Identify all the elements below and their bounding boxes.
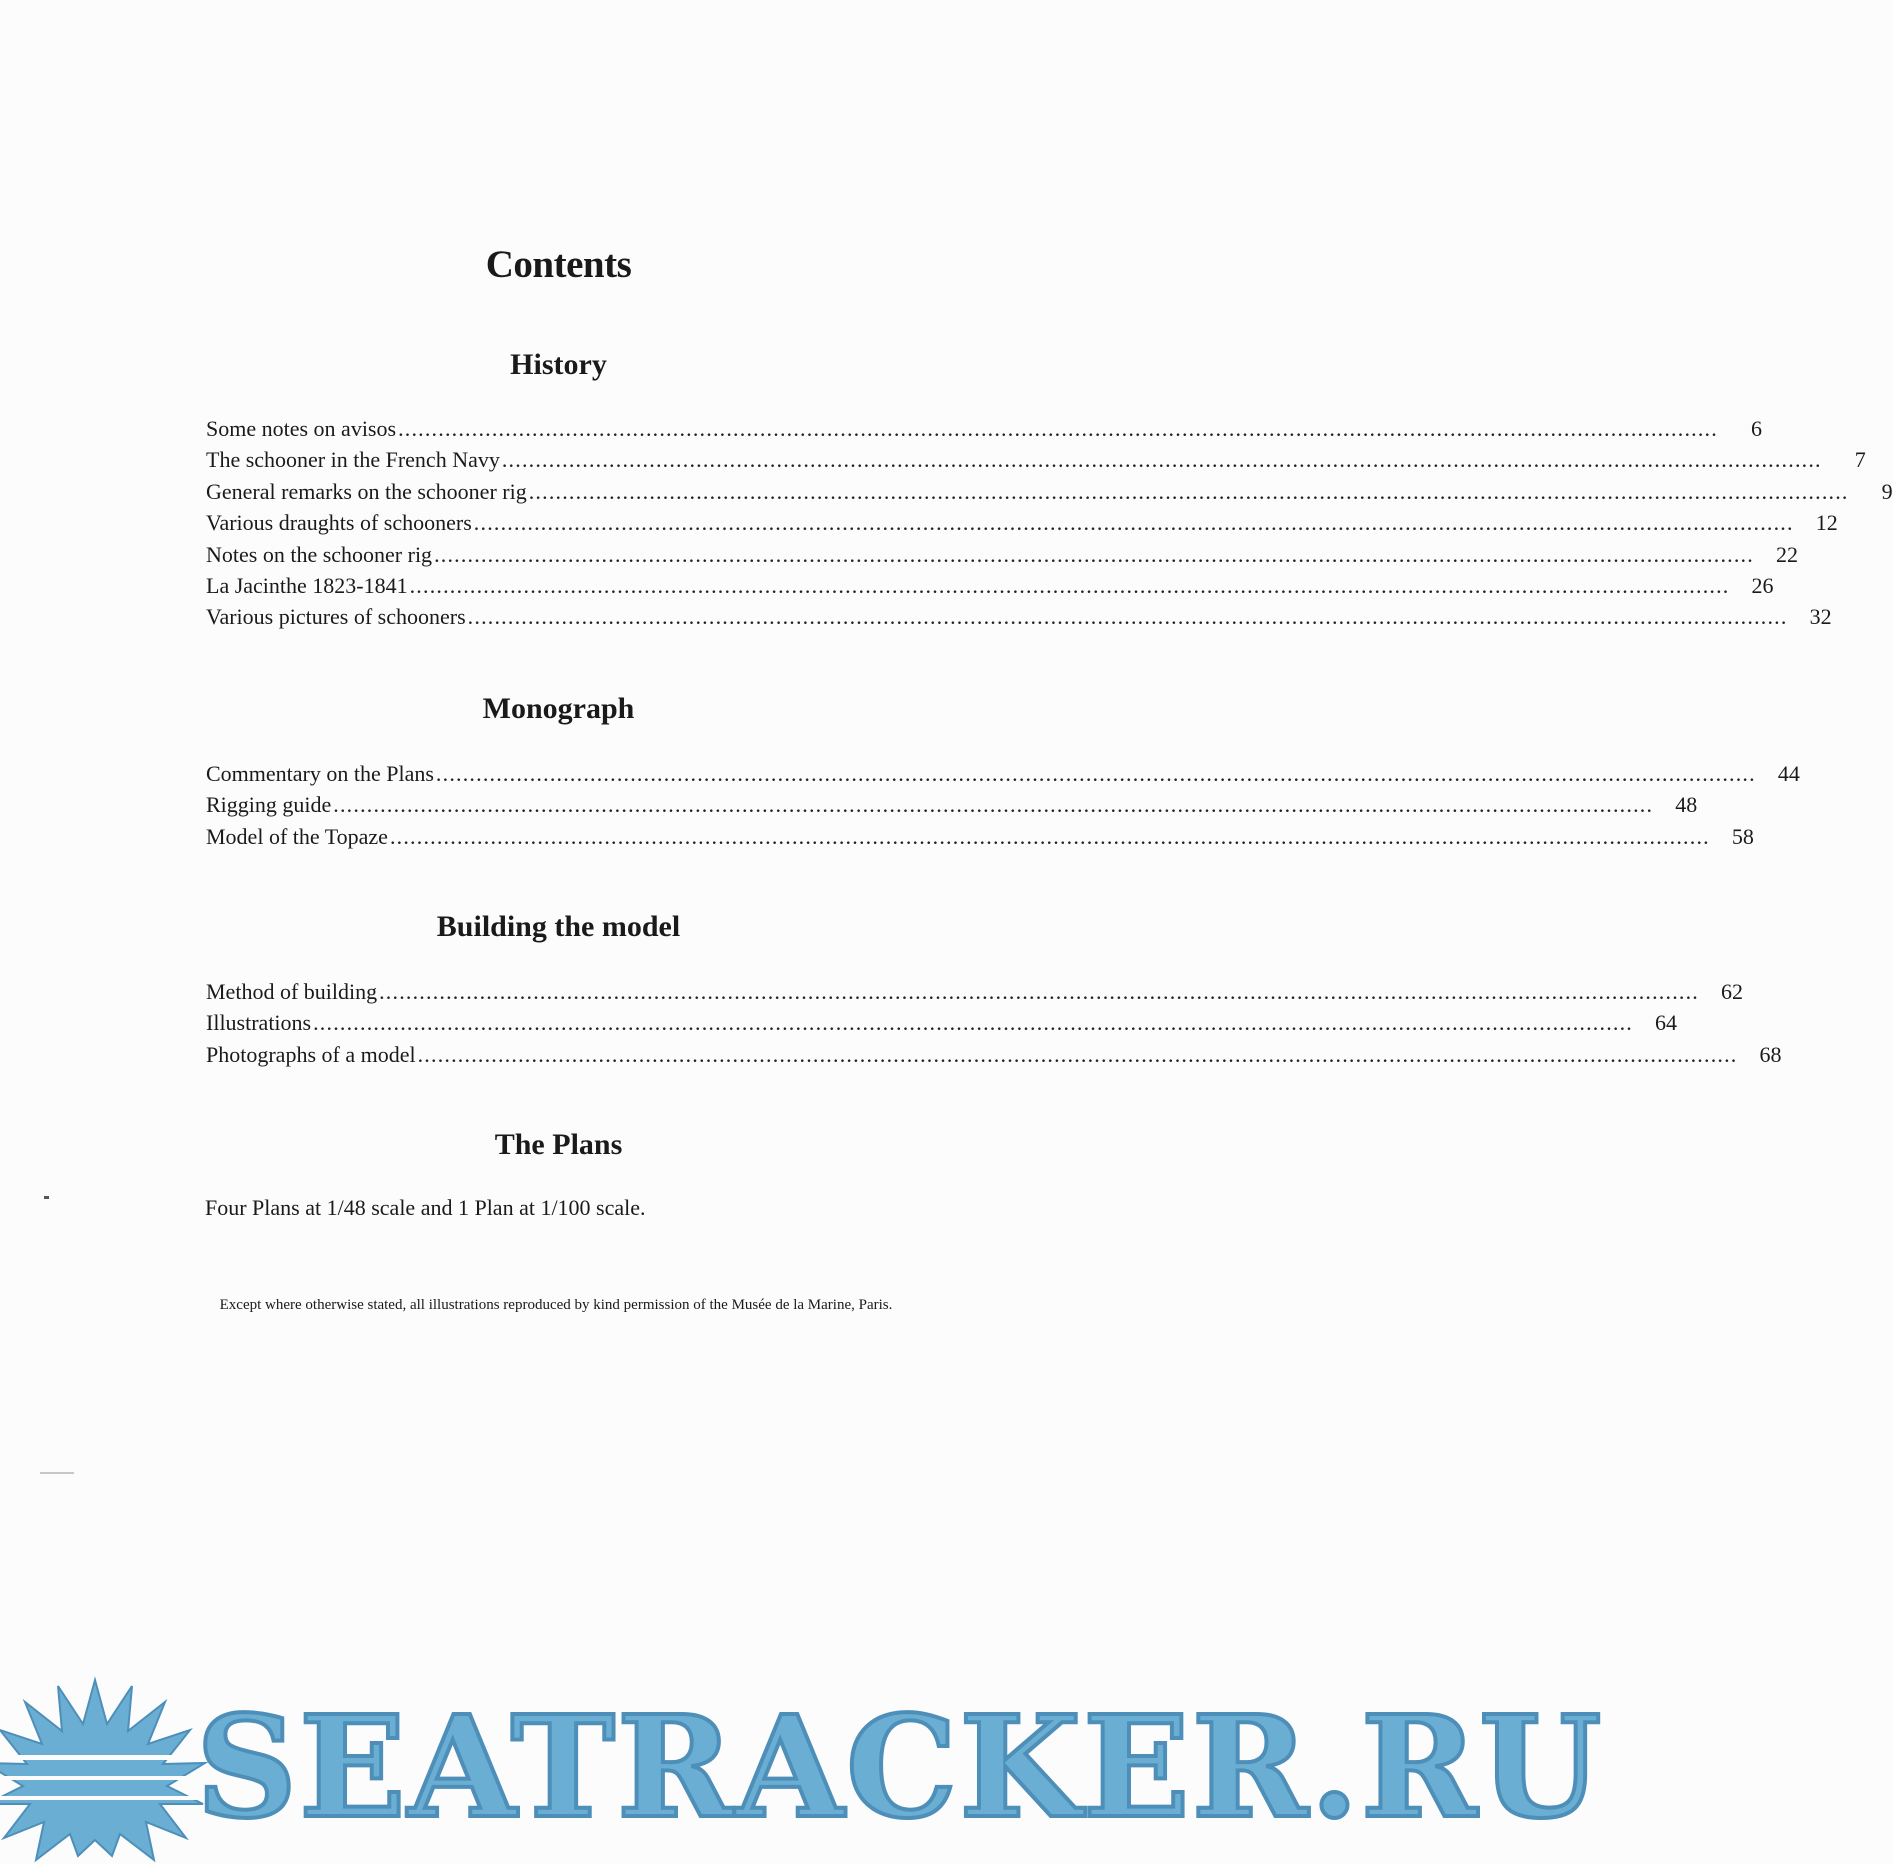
page-title: Contents <box>485 243 632 286</box>
toc-entry-label: Various pictures of schooners <box>206 604 466 630</box>
watermark-text: SEATRACKER.RU <box>196 1686 1604 1850</box>
toc-entry[interactable] <box>206 413 1762 444</box>
toc-entry-label: Illustrations <box>206 1010 312 1036</box>
toc-entry-label: Notes on the schooner rig <box>206 541 433 567</box>
toc-entry-label: The schooner in the French Navy <box>206 447 500 473</box>
toc-entry-page: 44 <box>1777 761 1800 786</box>
toc-entry-page: 6 <box>1750 416 1762 441</box>
sunburst-logo-icon <box>0 1680 205 1860</box>
toc-list-history <box>206 413 1893 633</box>
toc-entry-page: 48 <box>1675 792 1698 818</box>
section-heading-monograph: Monograph <box>482 692 635 725</box>
toc-entry[interactable] <box>206 821 1754 852</box>
toc-entry-page: 26 <box>1751 572 1774 598</box>
dot-leader <box>333 789 1653 820</box>
dot-leader <box>390 821 1710 852</box>
toc-entry-label: Rigging guide <box>206 792 332 818</box>
toc-entry[interactable] <box>206 758 1800 789</box>
dot-leader <box>436 758 1756 789</box>
toc-entry[interactable] <box>206 539 1798 570</box>
toc-list-building-the-model <box>206 976 1782 1070</box>
toc-entry-label: Some notes on avisos <box>206 416 397 441</box>
toc-entry-page: 32 <box>1809 604 1832 630</box>
toc-entry-page: 9 <box>1881 478 1893 504</box>
toc-entry-page: 62 <box>1721 979 1744 1004</box>
dot-leader <box>410 570 1730 601</box>
toc-entry-page: 58 <box>1731 823 1754 849</box>
scan-artifact <box>40 1472 74 1474</box>
toc-entry[interactable] <box>206 444 1866 475</box>
section-heading-building-the-model: Building the model <box>436 910 681 943</box>
toc-entry-label: La Jacinthe 1823-1841 <box>206 572 408 598</box>
toc-entry-page: 64 <box>1655 1010 1678 1036</box>
dot-leader <box>418 1039 1738 1070</box>
toc-entry-label: Various draughts of schooners <box>206 510 472 536</box>
toc-entry-page: 68 <box>1759 1041 1782 1067</box>
dot-leader <box>468 601 1788 632</box>
toc-entry-label: Photographs of a model <box>206 1041 416 1067</box>
toc-entry[interactable] <box>206 476 1893 507</box>
toc-entry[interactable] <box>206 601 1832 632</box>
toc-entry-label: Commentary on the Plans <box>206 761 434 786</box>
section-heading-history: History <box>510 348 607 381</box>
toc-entry-label: Method of building <box>206 979 378 1004</box>
toc-entry[interactable] <box>206 976 1744 1007</box>
dot-leader <box>398 413 1718 444</box>
toc-entry-label: Model of the Topaze <box>206 823 388 849</box>
dot-leader <box>474 507 1794 538</box>
dot-leader <box>502 444 1822 475</box>
dot-leader <box>313 1007 1633 1038</box>
toc-entry[interactable] <box>206 1039 1782 1070</box>
toc-entry[interactable] <box>206 1007 1678 1038</box>
section-heading-the-plans: The Plans <box>494 1128 623 1161</box>
dot-leader <box>434 539 1754 570</box>
plans-description: Four Plans at 1/48 scale and 1 Plan at 1/100 scale. <box>205 1195 646 1220</box>
toc-entry[interactable] <box>206 507 1838 538</box>
toc-entry-label: General remarks on the schooner rig <box>206 478 527 504</box>
toc-entry[interactable] <box>206 789 1698 820</box>
toc-entry-page: 7 <box>1854 447 1866 473</box>
dot-leader <box>379 976 1699 1007</box>
dot-leader <box>529 476 1849 507</box>
scan-artifact <box>44 1196 49 1199</box>
toc-entry[interactable] <box>206 570 1774 601</box>
toc-entry-page: 22 <box>1775 541 1798 567</box>
toc-list-monograph <box>206 758 1800 852</box>
illustration-credit: Except where otherwise stated, all illustrations reproduced by kind permission of the Musée de la Marine, Paris. <box>219 1297 893 1313</box>
toc-entry-page: 12 <box>1815 510 1838 536</box>
